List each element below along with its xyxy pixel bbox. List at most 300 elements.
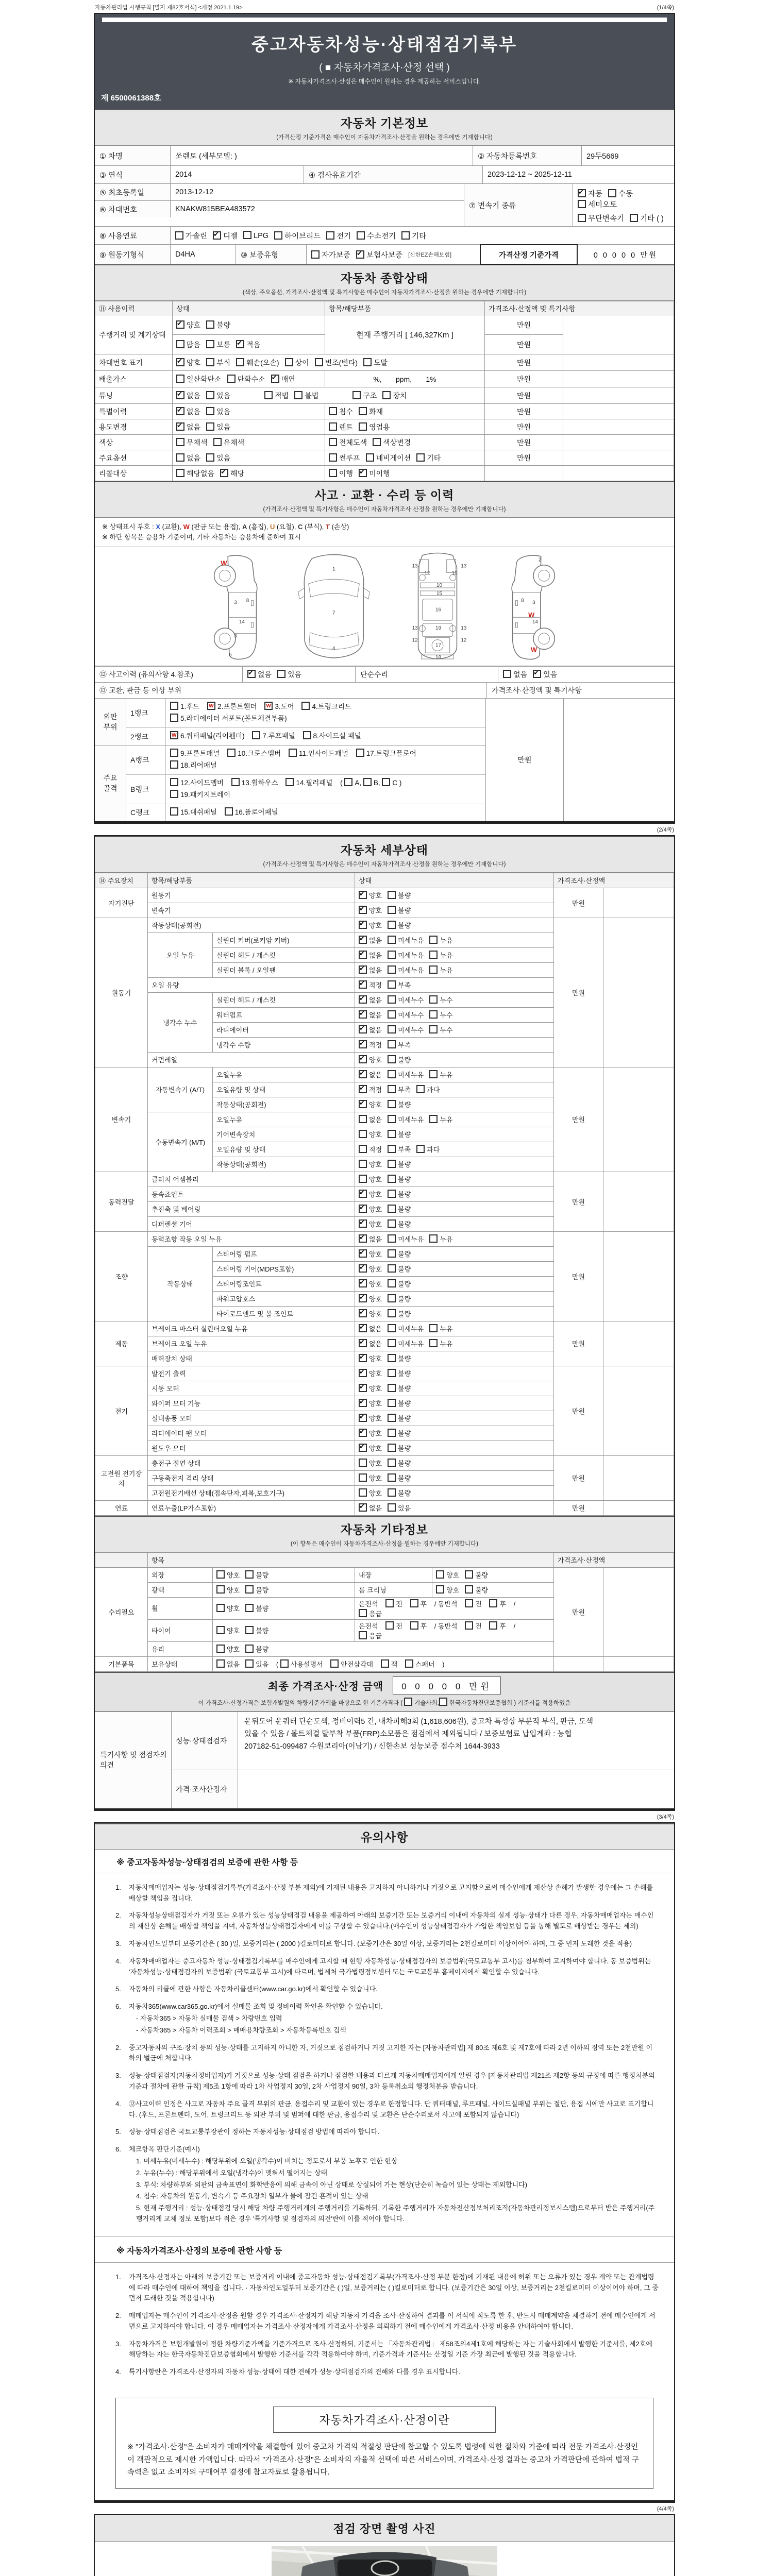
appraiser-opinion-row [172,1770,674,1808]
checkbox[interactable] [359,995,367,1004]
checkbox[interactable] [410,1621,418,1630]
option: 무채색 [176,438,208,447]
checkbox[interactable] [277,670,285,678]
checkbox[interactable] [216,1645,225,1653]
checkbox[interactable] [429,936,438,944]
checkbox[interactable] [388,1459,396,1467]
checkbox[interactable] [359,1459,367,1467]
checkbox[interactable] [213,231,221,240]
checkbox[interactable] [359,936,367,944]
checkbox[interactable] [388,1130,396,1138]
checkbox[interactable] [359,1115,367,1123]
checkbox[interactable] [359,1070,367,1078]
checkbox[interactable] [388,1264,396,1273]
option: / [513,1622,516,1630]
diagram-number: 3 [234,600,237,606]
option: 불량 [245,1627,268,1635]
checkbox[interactable] [359,1444,367,1452]
table-row: ③ 연식 2014 ④ 검사유효기간 2023-12-12 ~ 2025-12-11 [95,165,674,183]
diagram-number: 13 [461,563,467,569]
table-row: 기어변속장치 양호 불량 [95,1127,674,1142]
checkbox[interactable] [326,231,334,240]
checkbox[interactable] [359,1010,367,1019]
checkbox[interactable] [359,921,367,929]
checkbox[interactable] [388,1025,396,1033]
option: 불량 [388,892,411,900]
checkbox[interactable] [359,1309,367,1317]
option: 변조(변타) [315,359,358,367]
checkbox[interactable] [170,778,178,786]
checkbox[interactable] [388,1070,396,1078]
option: ✔ 양호 [359,892,382,900]
checkbox[interactable] [401,231,410,240]
checkbox[interactable] [356,250,364,259]
checkbox[interactable] [388,1429,396,1437]
notice-head-a: ※ 중고자동차성능·상태점검의 보증에 관한 사항 등 [95,1850,674,1873]
checkbox[interactable] [176,391,184,399]
checkbox[interactable] [359,1055,367,1063]
checkbox[interactable] [175,231,183,240]
checkbox[interactable] [381,1659,389,1668]
table-row: 휠 양호 불량 운전석 전 후 / 동반석 전 후 / 응급 [95,1597,674,1619]
checkbox[interactable] [388,1309,396,1317]
option: 누유 [429,1116,452,1124]
checkbox[interactable] [578,189,586,197]
checkbox[interactable] [388,1145,396,1153]
checkbox[interactable] [359,422,367,431]
checkbox[interactable] [429,1025,438,1033]
checkbox[interactable] [388,1205,396,1213]
checkbox[interactable] [359,1085,367,1093]
checkbox[interactable] [176,422,184,431]
notice-item: 6. 자동차365(www.car365.go.kr)에서 실매물 조회 및 정비이력 확인을 확인할 수 있습니다. - 자동차365 > 자동차 실매물 검색 > 차량번호 입력 - 자동차365 > 자동차 이력조회 > 매매용차량조회 > 자동차등록번호 검색 [115,2002,659,2036]
option: W 6.쿼터패널(리어휀더) [170,732,245,740]
checkbox[interactable] [236,358,244,366]
checkbox[interactable] [359,1399,367,1407]
checkbox[interactable] [388,1190,396,1198]
table-row: B랭크 12.사이드멤버 13.휠하우스 14.필러패널 ( A, B, C ) 19.패키지트레이 [126,774,485,804]
accident-notes [95,518,674,547]
checkbox[interactable] [170,702,178,710]
table-row: 스티어링 기어(MDPS포함) ✔ 양호 불량 [95,1261,674,1276]
checkbox[interactable] [206,358,214,366]
checkbox[interactable] [206,320,214,329]
checkbox[interactable] [429,1115,438,1123]
checkbox[interactable] [465,1621,473,1630]
checkbox[interactable] [388,1100,396,1108]
checkbox[interactable] [465,1585,473,1594]
notice-item: 3. 자동차인도일부터 보증기간은 ( 30 )일, 보증거리는 ( 2000 )킬로미터로 합니다. (보증기간은 30일 이상, 보증거리는 2천킬로미터 이상이어야 하며, 그 중 먼저 도래한 것을 적용) [115,1939,632,1947]
basic-info-band [95,109,674,146]
checkbox[interactable] [429,1234,438,1243]
option: 양호 [216,1586,240,1594]
checkbox[interactable] [356,749,364,757]
diagram-number: 12 [412,637,418,643]
checkbox[interactable] [388,980,396,989]
option: ✔ 양호 [359,1445,382,1452]
checkbox[interactable] [359,1609,367,1617]
notice-item: 6. 체크항목 판단기준(예시) 1. 미세누유(미세누수) : 해당부위에 오일(냉각수)이 비치는 정도로서 부품 노후로 인한 현상 2. 누유(누수) : 해당부위에서 오일(냉각수)이 맺혀서 떨어지는 상태 3. 부식: 차량하부와 외판의 금속표면이 화학반응에 의해 금속이 아닌 상태로 상실되어 가는 현상(단순히 녹슬어 있는 상태는 제외합니다) 4. 침수: 자동차의 원동기, 변속기 등 주요장치 일부가 물에 잠긴 흔적이 있는 상태 5. 현재 주행거리 : 성능·상태점검 당시 해당 차량 주행거리계의 주행거리를 기록하되, 기록한 주행거리가 자동차전산정보처리조직(자동차관리정보시스템)으로부터 받은 주행거리(주행거리계 교체 정보 포함)보다 적은 경우 '특기사항 및 점검자의 의견'란에 이를 적어야 합니다. [115,2144,659,2225]
option: 19.패키지트레이 [170,791,230,799]
checkbox[interactable] [352,391,361,399]
checkbox[interactable] [357,231,365,240]
table-row: 시동 모터 ✔ 양호 불량 [95,1381,674,1396]
checkbox[interactable] [285,778,294,786]
accident-history-row: ⑫ 사고이력 (유의사항 4.참조) ✔ 없음 있음 단순수리 없음 ✔ 있음 [95,666,674,682]
panel-header-row [95,682,674,698]
checkbox[interactable] [294,391,303,399]
checkbox[interactable] [439,1698,447,1706]
option: ✔ 매연 [271,375,295,383]
checkbox[interactable] [385,1621,394,1630]
checkbox[interactable] [220,469,228,477]
notice-item: 4. 자동차매매업자는 중고자동차 성능·상태점검기록부를 매수인에게 고지할 때 현행 자동차성능·상태점검자의 보증범위(국토교통부 고시)를 첨부하여 고지하여야 합니다. 동 보증범위는 '자동차성능·상태점검자의 보증범위' (국토교통부 고시)에 따르며, 법제처 국가법령정보센터 또는 국토교통부 홈페이지에서 확인할 수 있습니다. [115,1957,651,1976]
checkbox[interactable] [170,807,178,816]
checkbox[interactable] [359,1294,367,1302]
checkbox[interactable] [608,189,616,197]
checkbox[interactable] [388,936,396,944]
checkbox[interactable] [533,670,541,678]
option: 유채색 [213,438,245,447]
checkbox[interactable] [359,1040,367,1048]
checkbox[interactable] [578,200,586,208]
checkbox[interactable] [329,453,337,462]
checkbox[interactable] [359,1145,367,1153]
table-row: 수동변속기 (M/T) 오일누유 없음 미세누유 누유 [95,1112,674,1127]
checkbox[interactable] [416,453,425,462]
checkbox[interactable] [363,358,372,366]
checkbox[interactable] [388,1384,396,1392]
checkbox[interactable] [388,1219,396,1228]
checkbox[interactable] [245,1645,254,1653]
checkbox[interactable] [170,749,178,757]
option: 5.라디에이터 서포트(볼트체결부품) [170,715,287,722]
checkbox[interactable] [388,1055,396,1063]
checkbox[interactable] [388,1085,396,1093]
checkbox[interactable] [170,790,178,798]
checkbox[interactable] [359,1264,367,1273]
table-row: 등속죠인트 ✔ 양호 불량 [95,1187,674,1201]
checkbox[interactable] [416,1145,425,1153]
checkbox[interactable] [388,891,396,899]
checkbox[interactable] [388,1503,396,1512]
checkbox[interactable] [429,995,438,1004]
checkbox[interactable] [206,391,214,399]
option: ✔ 양호 [359,1355,382,1363]
checkbox[interactable] [303,731,311,739]
checkbox[interactable] [359,906,367,914]
option: 기타 [401,230,426,241]
checkbox[interactable] [429,1324,438,1332]
checkbox[interactable] [359,1249,367,1258]
checkbox[interactable] [285,358,293,366]
checkbox[interactable] [216,1604,225,1612]
checkbox[interactable] [388,906,396,914]
checkbox[interactable] [359,1488,367,1497]
checkbox[interactable] [388,1339,396,1347]
checkbox[interactable] [359,1160,367,1168]
checkbox[interactable] [271,375,279,383]
checkbox[interactable] [630,214,638,222]
option: 미세누수 [388,1011,424,1019]
checkbox[interactable] [373,438,381,446]
checkbox[interactable] [388,921,396,929]
checkbox[interactable] [359,1473,367,1482]
checkbox[interactable] [388,965,396,974]
checkbox[interactable] [207,702,215,710]
rank-block: 외판 부위 1랭크 1.후드 W 2.프론트휀더 W 3.도어 4.트렁크리드 5.라디에이터 서포트(볼트체결부품) 2랭크 W 6.쿼터패널(리어휀더) 7.루프패널 8.사이드실 패널 [95,699,485,745]
checkbox[interactable] [359,1631,367,1639]
option: ✔ 적정 [359,1041,382,1049]
checkbox[interactable] [329,407,337,415]
option: 운전석 [359,1622,378,1630]
checkbox[interactable] [206,453,214,462]
diagram-number: 16 [435,607,442,613]
checkbox[interactable] [388,1414,396,1422]
checkbox[interactable] [225,807,233,816]
checkbox[interactable] [359,1219,367,1228]
checkbox[interactable] [359,1175,367,1183]
checkbox[interactable] [252,731,260,739]
option: 보통 [206,341,230,349]
option: 불량 [388,1489,411,1497]
checkbox[interactable] [245,1585,254,1594]
checkbox[interactable] [206,407,214,415]
checkbox[interactable] [264,702,273,710]
checkbox[interactable] [416,1085,425,1093]
checkbox[interactable] [359,1354,367,1362]
checkbox[interactable] [176,407,184,415]
checkbox[interactable] [465,1599,473,1607]
checkbox[interactable] [388,1399,396,1407]
checkbox[interactable] [382,391,391,399]
option: 불량 [388,1056,411,1064]
option: 불량 [465,1586,488,1594]
checkbox[interactable] [359,1324,367,1332]
checkbox[interactable] [359,1130,367,1138]
overall-title: 자동차 종합상태 [341,272,428,285]
option: 적법 [264,392,289,400]
checkbox[interactable] [388,995,396,1004]
checkbox[interactable] [247,670,256,678]
checkbox[interactable] [329,422,337,431]
option: 14.필러패널 [285,779,332,787]
checkbox[interactable] [329,469,337,477]
checkbox[interactable] [176,320,184,329]
checkbox[interactable] [359,1234,367,1243]
option: ✔ 양호 [359,1265,382,1273]
checkbox[interactable] [429,1339,438,1347]
checkbox[interactable] [366,453,374,462]
checkbox[interactable] [388,1160,396,1168]
table-row: ⑨ 원동기형식 D4HA ⑩ 보증유형 자가보증 ✔ 보험사보증 [신한EZ손해보험] 가격산정 기준가격 0 0 0 0 0 만원 [95,244,674,264]
checkbox[interactable] [388,1294,396,1302]
checkbox[interactable] [216,1585,225,1594]
checkbox[interactable] [315,358,323,366]
option: 전 [465,1600,482,1608]
option: 있음 [206,454,230,462]
checkbox[interactable] [359,407,367,415]
checkbox[interactable] [216,1626,225,1634]
checkbox[interactable] [170,714,178,722]
checkbox[interactable] [231,778,240,786]
checkbox[interactable] [429,951,438,959]
checkbox[interactable] [388,1279,396,1287]
checkbox[interactable] [578,214,586,222]
checkbox[interactable] [359,1384,367,1392]
checkbox[interactable] [405,1659,413,1668]
checkbox[interactable] [404,1698,412,1706]
checkbox[interactable] [385,1599,394,1607]
option: 양호 [436,1586,459,1594]
checkbox[interactable] [436,1570,444,1579]
checkbox[interactable] [388,1473,396,1482]
checkbox[interactable] [489,1599,497,1607]
checkbox[interactable] [274,231,282,240]
checkbox[interactable] [206,422,214,431]
checkbox[interactable] [429,1070,438,1078]
checkbox[interactable] [280,1659,289,1668]
checkbox[interactable] [388,1324,396,1332]
checkbox[interactable] [245,1570,254,1579]
checkbox[interactable] [359,1279,367,1287]
option: ✔ 없음 [176,392,200,400]
diagram-number: 13 [412,625,418,632]
checkbox[interactable] [429,965,438,974]
checkbox[interactable] [489,1621,497,1630]
panel-price-header: 가격조사·산정액 및 특기사항 [492,686,582,695]
diagram-number: 15 [436,591,442,597]
option: 불량 [245,1646,268,1653]
checkbox[interactable] [388,1010,396,1019]
option: ✔ 적음 [236,341,260,349]
checkbox[interactable] [176,469,184,477]
checkbox[interactable] [359,1205,367,1213]
document-number: 제 6500061388호 [101,94,161,103]
checkbox[interactable] [359,1414,367,1422]
option: ✔ 없음 [247,669,272,680]
checkbox[interactable] [388,1444,396,1452]
accident-subtitle: (가격조사·산정액 및 특기사항은 매수인이 자동차가격조사·산정을 원하는 경우에만 기재합니다) [263,506,506,513]
checkbox[interactable] [359,1190,367,1198]
overall-status-table [95,301,674,481]
checkbox[interactable] [289,749,297,757]
option: 미세누수 [388,996,424,1004]
checkbox[interactable] [243,231,251,239]
checkbox[interactable] [388,951,396,959]
checkbox[interactable] [227,749,236,757]
checkbox[interactable] [359,1100,367,1108]
checkbox[interactable] [359,1369,367,1377]
checkbox[interactable] [344,778,352,786]
checkbox[interactable] [245,1604,254,1612]
checkbox[interactable] [359,980,367,989]
checkbox[interactable] [388,1234,396,1243]
checkbox[interactable] [388,1040,396,1048]
option: 양호 [216,1627,240,1635]
checkbox[interactable] [388,1354,396,1362]
checkbox[interactable] [363,778,372,786]
status-code-legend: ※ 상태표시 부호 : X (교환), W (판금 또는 용접), A (흠집), U (요철), C (부식), T (손상) [102,523,349,531]
checkbox[interactable] [465,1570,473,1579]
checkbox[interactable] [176,358,184,366]
checkbox[interactable] [359,469,367,477]
checkbox[interactable] [429,1010,438,1019]
checkbox[interactable] [311,250,320,259]
option: 있음 [206,423,230,431]
table-row: 브레이크 오일 누유 ✔ 없음 미세누유 누유 [95,1336,674,1351]
checkbox[interactable] [170,731,178,739]
option: 7.루프패널 [252,732,295,740]
checkbox[interactable] [213,438,222,446]
table-row: 워터펌프 ✔ 없음 미세누수 누수 [95,1007,674,1022]
checkbox[interactable] [176,453,184,462]
diagram-number: 3 [532,600,535,606]
checkbox[interactable] [388,1115,396,1123]
option: 구조 [352,392,377,400]
checkbox[interactable] [359,951,367,959]
page-number-4: (4/4쪽) [657,2506,674,2512]
checkbox[interactable] [216,1570,225,1579]
checkbox[interactable] [176,438,184,446]
checkbox[interactable] [329,438,337,446]
table-row: 실린더 블록 / 오일팬 ✔ 없음 미세누유 누유 [95,962,674,977]
checkbox[interactable] [359,1339,367,1347]
option: 있음 [277,669,301,680]
option: 사용설명서 [280,1660,323,1668]
checkbox[interactable] [264,391,273,399]
checkbox[interactable] [436,1585,444,1594]
checkbox[interactable] [359,891,367,899]
checkbox[interactable] [330,1659,339,1668]
appraiser-label: 가격·조사산정자 [172,1770,238,1808]
option: ✔ 양호 [359,1221,382,1228]
option: 훼손(오손) [236,359,279,367]
option: 전 [385,1622,402,1630]
checkbox[interactable] [359,1429,367,1437]
table-row: ⑧ 사용연료 가솔린 ✔ 디젤 LPG 하이브리드 전기 수소전기 기타 [95,226,674,244]
checkbox[interactable] [206,340,214,348]
checkbox[interactable] [236,340,244,348]
checkbox[interactable] [388,1175,396,1183]
checkbox[interactable] [216,1659,225,1668]
notice-subitem: 1. 미세누유(미세누수) : 해당부위에 오일(냉각수)이 비치는 정도로서 부품 노후로 인한 현상 [136,2157,398,2165]
table-row: 추진축 및 베어링 ✔ 양호 불량 [95,1201,674,1216]
option: 누유 [429,1325,452,1333]
option: 양호 [216,1571,240,1579]
checkbox[interactable] [245,1659,254,1668]
checkbox[interactable] [388,1249,396,1258]
checkbox[interactable] [176,340,184,348]
notice-list-a [95,1873,674,2236]
checkbox[interactable] [176,375,184,383]
checkbox[interactable] [382,778,390,786]
checkbox[interactable] [388,1488,396,1497]
checkbox[interactable] [503,670,511,678]
checkbox[interactable] [359,1025,367,1033]
checkbox[interactable] [359,1503,367,1512]
checkbox[interactable] [245,1626,254,1634]
checkbox[interactable] [301,702,310,710]
checkbox[interactable] [170,760,178,769]
checkbox[interactable] [359,965,367,974]
table-row: 오일 누유 실린더 커버(로커암 커버) ✔ 없음 미세누유 누유 [95,933,674,947]
checkbox[interactable] [388,1369,396,1377]
table-row: 구동축전지 격리 상태 양호 불량 [95,1470,674,1485]
option: 불량 [388,1161,411,1168]
checkbox[interactable] [227,375,236,383]
checkbox[interactable] [410,1599,418,1607]
